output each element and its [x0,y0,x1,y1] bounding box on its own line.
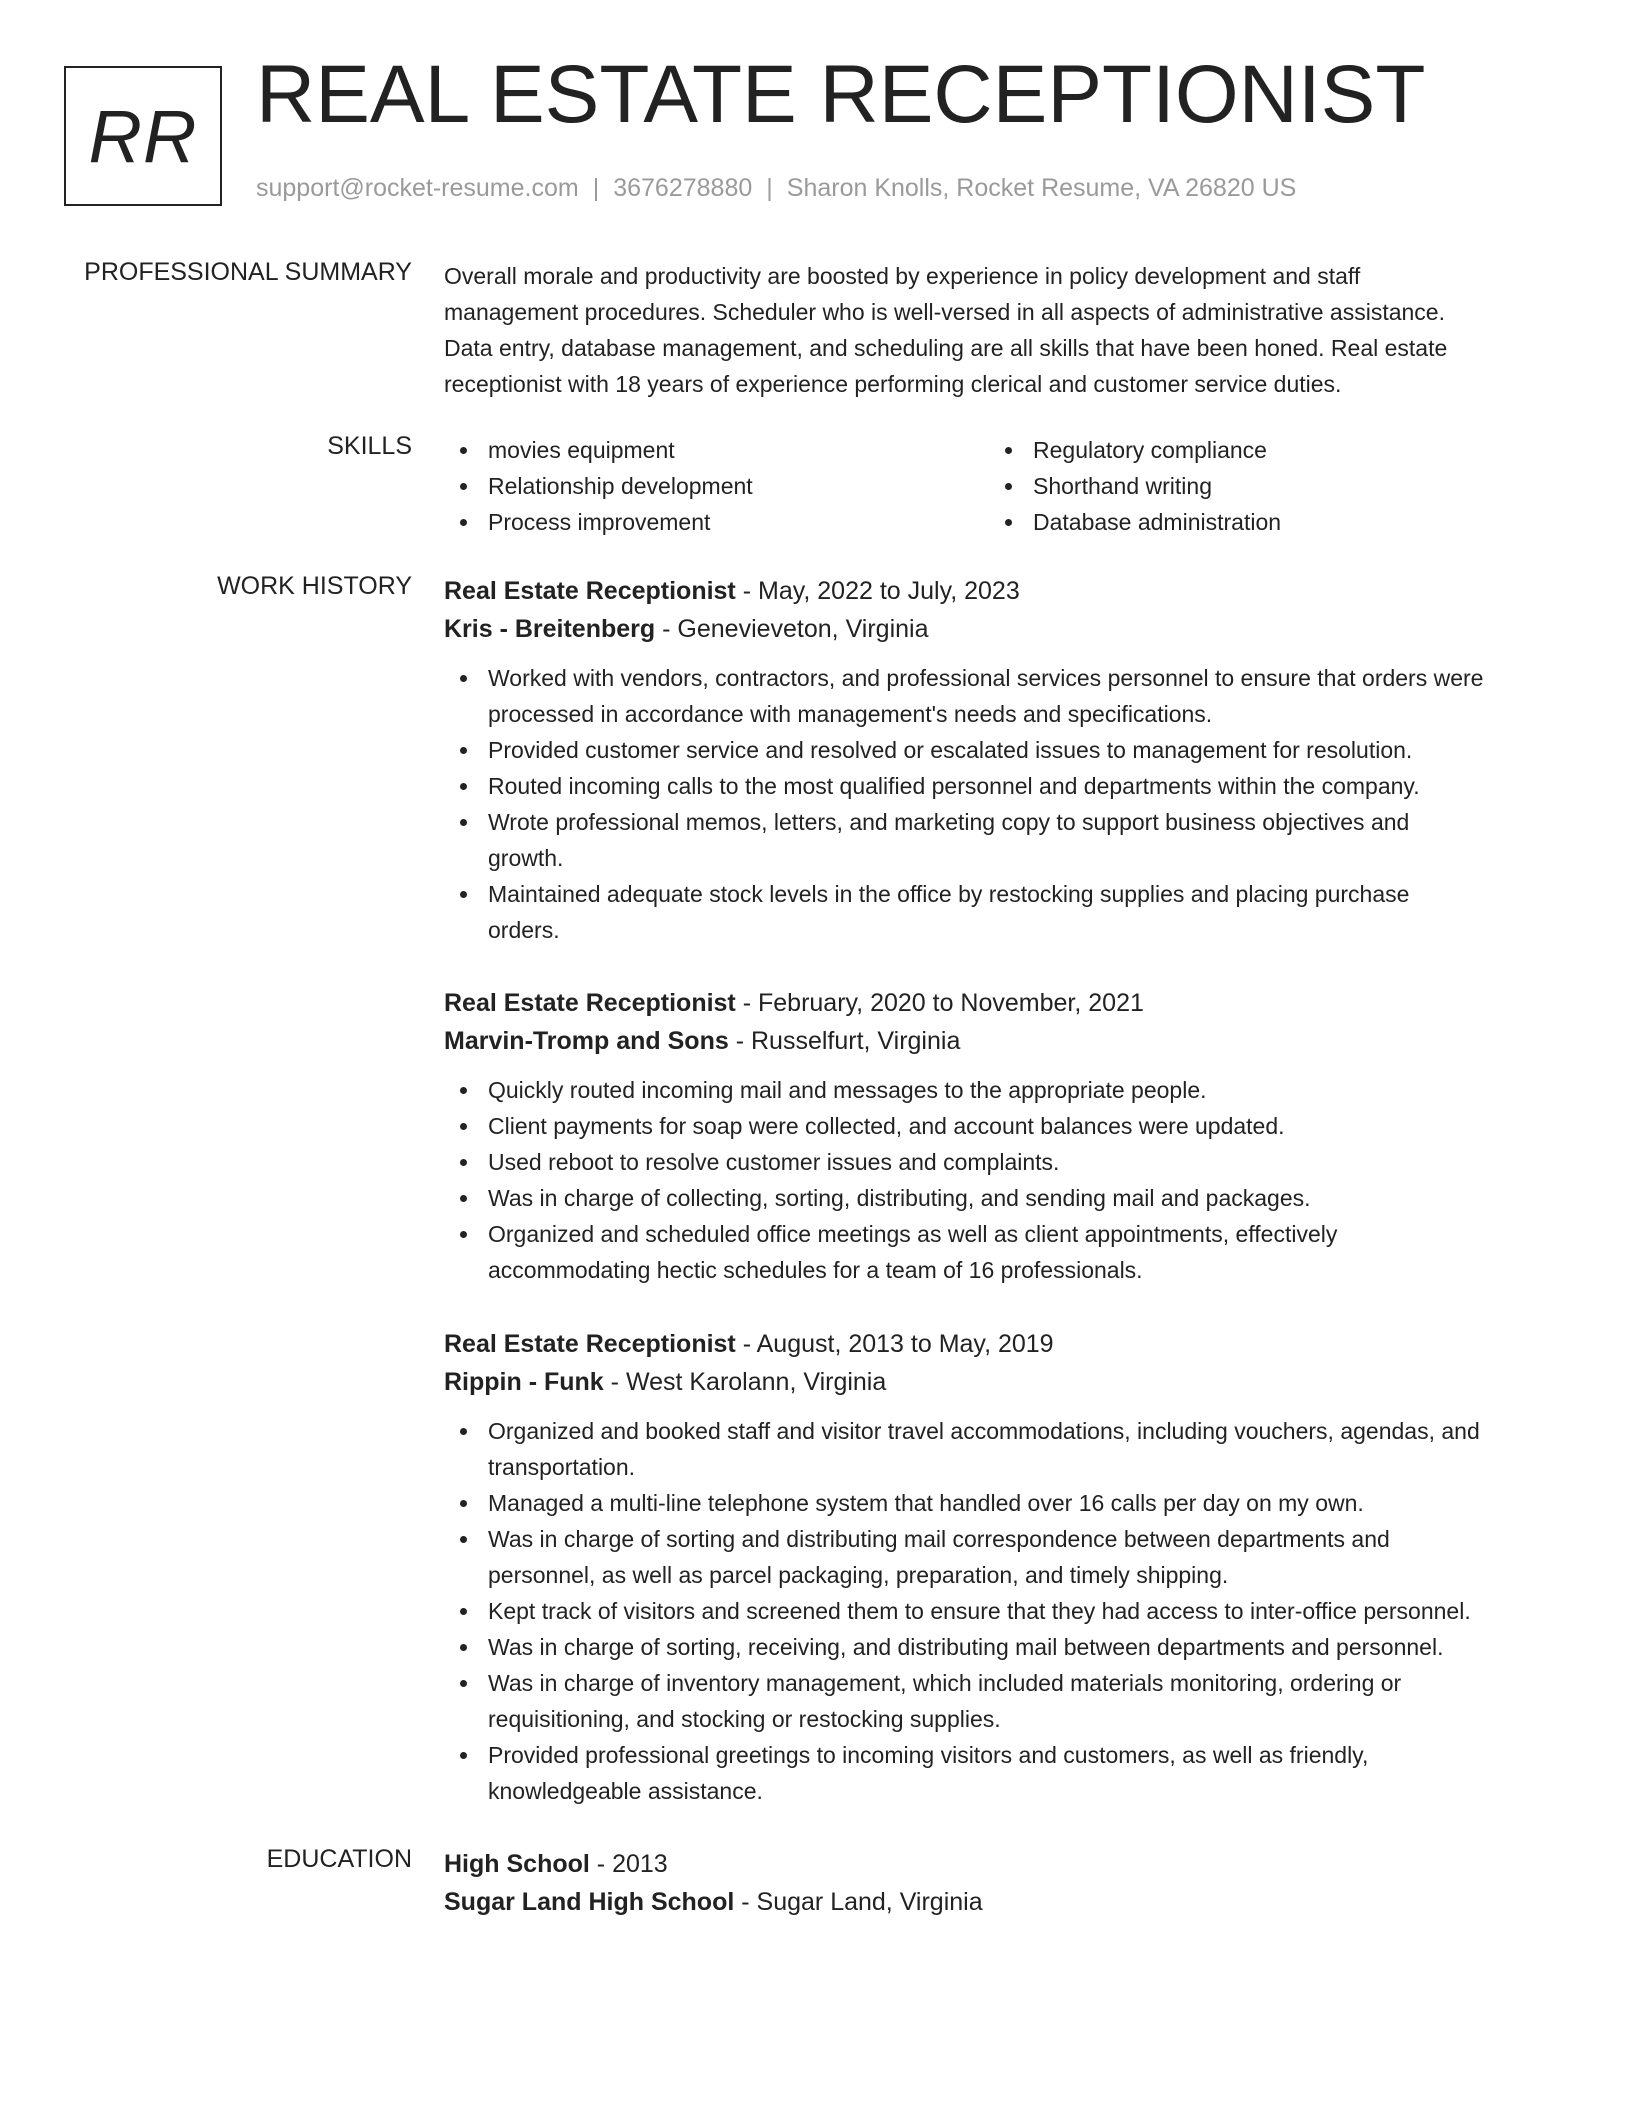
skill-item: Relationship development [444,468,753,504]
skill-item: Database administration [989,504,1281,540]
job-title: Real Estate Receptionist [444,989,736,1017]
company-line [444,610,1564,648]
job-bullet [444,1737,1564,1809]
skill-item: Shorthand writing [989,468,1281,504]
bullet-text: knowledgeable assistance. [488,1778,763,1804]
skills-column-left [444,432,753,540]
job-bullet: Managed a multi-line telephone system that handled over 16 calls per day on my own. [444,1485,1564,1521]
dash: - [662,615,671,643]
bullet-text: Wrote professional memos, letters, and marketing copy to support business objectives and [488,809,1410,835]
section-label-skills: SKILLS [327,432,412,460]
job-bullet [444,876,1564,948]
job-entry [444,984,1564,1288]
job-bullet [444,1521,1564,1593]
contact-email: support@rocket-resume.com [256,174,579,202]
summary-body [444,258,1564,402]
summary-line: receptionist with 18 years of experience performing clerical and customer service duties. [444,371,1342,397]
bullet-text: orders. [488,917,560,943]
skills-column-right [989,432,1281,540]
section-label-education: EDUCATION [266,1845,412,1873]
bullet-text: growth. [488,845,564,871]
dash: - [742,577,752,605]
bullet-text: personnel, as well as parcel packaging, preparation, and timely shipping. [488,1562,1229,1588]
summary-line: management procedures. Scheduler who is well-versed in all aspects of administrative assistance. [444,299,1445,325]
contact-address: Sharon Knolls, Rocket Resume, VA 26820 US [786,174,1297,202]
job-dates: May, 2022 to July, 2023 [758,577,1020,605]
job-title: Real Estate Receptionist [444,577,736,605]
bullet-text: Was in charge of inventory management, which included materials monitoring, ordering or [488,1670,1402,1696]
contact-line [256,174,1296,203]
job-bullet: Was in charge of collecting, sorting, distributing, and sending mail and packages. [444,1180,1564,1216]
candidate-title: REAL ESTATE RECEPTIONIST [256,49,1426,140]
job-bullet: Quickly routed incoming mail and messages to the appropriate people. [444,1072,1564,1108]
job-bullet [444,804,1564,876]
skills-body [444,432,1564,542]
contact-separator: | [592,174,600,202]
job-bullets [444,1072,1564,1288]
job-title: Real Estate Receptionist [444,1330,736,1358]
dash: - [742,1330,752,1358]
dash: - [610,1368,619,1396]
company-line [444,1022,1564,1060]
job-bullet [444,660,1564,732]
company-name: Rippin - Funk [444,1368,604,1396]
job-bullet [444,1216,1564,1288]
job-bullet [444,1413,1564,1485]
job-title-line [444,572,1564,610]
section-label-summary: PROFESSIONAL SUMMARY [84,258,412,286]
bullet-text: processed in accordance with management's needs and specifications. [488,701,1213,727]
job-dates: February, 2020 to November, 2021 [758,989,1144,1017]
job-title-line [444,984,1564,1022]
dash: - [596,1850,606,1878]
company-name: Marvin-Tromp and Sons [444,1027,729,1055]
company-name: Kris - Breitenberg [444,615,656,643]
dash: - [735,1027,745,1055]
bullet-text: Organized and booked staff and visitor travel accommodations, including vouchers, agendas, and [488,1418,1480,1444]
job-bullet: Used reboot to resolve customer issues and complaints. [444,1144,1564,1180]
bullet-text: transportation. [488,1454,636,1480]
job-bullet: Provided customer service and resolved or escalated issues to management for resolution. [444,732,1564,768]
bullet-text: Was in charge of sorting and distributing mail correspondence between departments and [488,1526,1390,1552]
work-history-body [444,572,1564,1812]
bullet-text: Maintained adequate stock levels in the office by restocking supplies and placing purchase [488,881,1410,907]
skill-item: movies equipment [444,432,753,468]
bullet-text: requisitioning, and stocking or restocking supplies. [488,1706,1001,1732]
section-label-work-history: WORK HISTORY [217,572,412,600]
company-location: Genevieveton, Virginia [677,615,929,643]
bullet-text: Worked with vendors, contractors, and professional services personnel to ensure that orders were [488,665,1484,691]
job-bullet: Client payments for soap were collected, and account balances were updated. [444,1108,1564,1144]
summary-line: Data entry, database management, and scheduling are all skills that have been honed. Real estate [444,335,1448,361]
job-bullet: Routed incoming calls to the most qualified personnel and departments within the company. [444,768,1564,804]
company-location: West Karolann, Virginia [625,1368,887,1396]
dash: - [741,1888,750,1916]
skill-item: Regulatory compliance [989,432,1281,468]
job-title-line [444,1325,1564,1363]
education-body [444,1845,1564,1921]
summary-line: Overall morale and productivity are boosted by experience in policy development and staff [444,263,1361,289]
school-name: Sugar Land High School [444,1888,735,1916]
degree-year: 2013 [612,1850,668,1878]
bullet-text: Organized and scheduled office meetings as well as client appointments, effectively [488,1221,1338,1247]
bullet-text: Provided professional greetings to incoming visitors and customers, as well as friendly, [488,1742,1369,1768]
job-bullets [444,660,1564,948]
job-dates: August, 2013 to May, 2019 [756,1330,1054,1358]
job-entry [444,572,1564,948]
bullet-text: accommodating hectic schedules for a team of 16 professionals. [488,1257,1143,1283]
job-bullet [444,1665,1564,1737]
contact-phone: 3676278880 [613,174,753,202]
degree-name: High School [444,1850,590,1878]
job-entry [444,1325,1564,1809]
contact-separator: | [766,174,773,202]
job-bullet: Kept track of visitors and screened them to ensure that they had access to inter-office personnel. [444,1593,1564,1629]
job-bullet: Was in charge of sorting, receiving, and distributing mail between departments and personnel. [444,1629,1564,1665]
skill-item: Process improvement [444,504,753,540]
school-line [444,1883,1564,1921]
school-location: Sugar Land, Virginia [756,1888,983,1916]
monogram-logo: RR [64,66,222,206]
job-bullets [444,1413,1564,1809]
degree-line [444,1845,1564,1883]
dash: - [742,989,752,1017]
company-location: Russelfurt, Virginia [751,1027,961,1055]
company-line [444,1363,1564,1401]
